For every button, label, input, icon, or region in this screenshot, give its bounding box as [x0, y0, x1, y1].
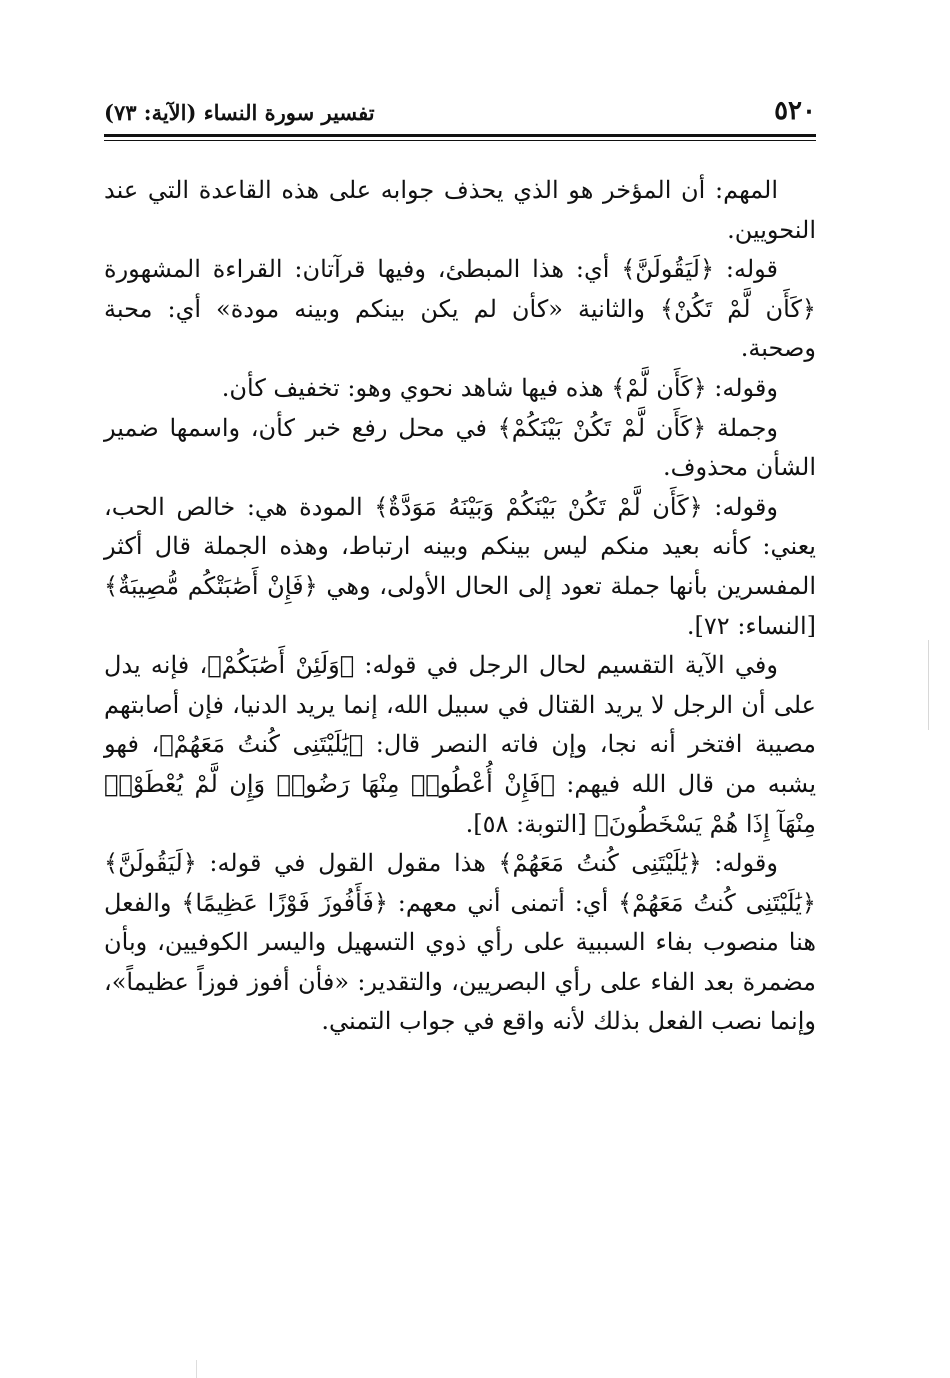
body-text [104, 171, 816, 1042]
header-rule-thin [104, 140, 816, 141]
header-rule-thick [104, 134, 816, 137]
running-title: تفسير سورة النساء (الآية: ٧٣) [104, 100, 375, 125]
paragraph-7: وقوله: ﴿يَٰلَيْتَنِى كُنتُ مَعَهُمْ﴾ هذا مقول القول في قوله: ﴿لَيَقُولَنَّ﴾ ﴿يَٰلَيْتَنِى كُنتُ مَعَهُمْ﴾ أي: أتمنى أني معهم: ﴿فَأَفُوزَ فَوْزًا عَظِيمًا﴾ والفعل هنا منصوب بفاء السببية على رأي ذوي التسهيل واليسر الكوفيين، وبأن مضمرة بعد الفاء على رأي البصريين، والتقدير: «فأن أفوز فوزاً عظيماً»، وإنما نصب الفعل بذلك لأنه واقع في جواب التمني. [104, 849, 816, 1036]
page-number: ٥٢٠ [774, 96, 816, 126]
paragraph-5: وقوله: ﴿كَأَن لَّمْ تَكُنْ بَيْنَكُمْ وَبَيْنَهُ مَوَدَّةٌ﴾ المودة هي: خالص الحب، يعني: كأنه بعيد منكم ليس بينكم وبينه ارتباط، وهذه الجملة قال أكثر المفسرين بأنها جملة تعود إلى الحال الأولى، وهي ﴿فَإِنْ أَصَٰبَتْكُم مُّصِيبَةٌ﴾ [النساء: ٧٢]. [104, 492, 816, 640]
paragraph-6: وفي الآية التقسيم لحال الرجل في قوله: ﴿وَلَئِنْ أَصَٰبَكُمْ﴾، فإنه يدل على أن الرجل لا يريد القتال في سبيل الله، إنما يريد الدنيا، فإن أصابتهم مصيبة افتخر أنه نجا، وإن فاته النصر قال: ﴿يَٰلَيْتَنِى كُنتُ مَعَهُمْ﴾، فهو يشبه من قال الله فيهم: ﴿فَإِنْ أُعْطُوا۟ مِنْهَا رَضُوا۟ وَإِن لَّمْ يُعْطَوْا۟ مِنْهَآ إِذَا هُمْ يَسْخَطُونَ﴾ [التوبة: ٥٨]. [104, 651, 816, 838]
page-header [104, 90, 816, 134]
paragraph-4: وجملة ﴿كَأَن لَّمْ تَكُنْ بَيْنَكُمْ﴾ في محل رفع خبر كأن، واسمها ضمير الشأن محذوف. [104, 413, 816, 482]
paragraph-3: وقوله: ﴿كَأَن لَّمْ﴾ هذه فيها شاهد نحوي وهو: تخفيف كأن. [221, 373, 778, 402]
paragraph-2: قوله: ﴿لَيَقُولَنَّ﴾ أي: هذا المبطئ، وفيها قرآتان: القراءة المشهورة ﴿كَأَن لَّمْ تَكُنْ﴾ والثانية «كأن لم يكن بينكم وبينه مودة» أي: محبة وصحبة. [104, 255, 816, 363]
scan-edge-mark [928, 640, 929, 730]
scan-edge-mark-bottom [196, 1360, 197, 1378]
paragraph-1: المهم: أن المؤخر هو الذي يحذف جوابه على هذه القاعدة التي عند النحويين. [104, 176, 816, 244]
book-page [104, 90, 816, 1042]
